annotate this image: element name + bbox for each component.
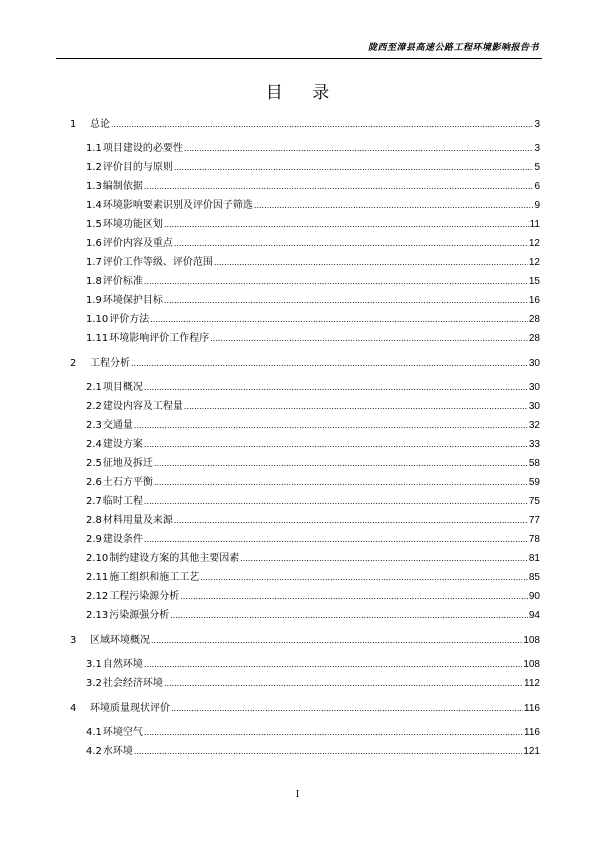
toc-entry-page: 58 [528, 458, 540, 469]
toc-dot-leader [174, 238, 528, 250]
toc-entry-label: 评价内容及重点 [102, 238, 173, 249]
toc-dot-leader [134, 420, 528, 432]
toc-entry-label: 评价标准 [102, 276, 143, 287]
toc-entry-label: 制约建设方案的其他主要因素 [109, 553, 240, 564]
toc-entry-number: 2.12 [86, 591, 109, 602]
toc-entry-number: 1.4 [86, 200, 102, 211]
toc-entry-page: 33 [528, 439, 540, 450]
toc-section-entry[interactable] [86, 591, 540, 603]
toc-section-entry[interactable] [86, 420, 540, 432]
toc-dot-leader [144, 276, 528, 288]
toc-chapter-entry[interactable] [70, 635, 540, 647]
toc-entry-label: 环境空气 [102, 727, 143, 738]
toc-entry-number: 4 [70, 703, 77, 714]
toc-section-entry[interactable] [86, 162, 540, 174]
toc-entry-number: 2.13 [86, 610, 109, 621]
toc-dot-leader [150, 314, 528, 326]
toc-entry-label: 编制依据 [102, 181, 143, 192]
toc-section-entry[interactable] [86, 727, 540, 739]
toc-section-entry[interactable] [86, 276, 540, 288]
toc-entry-number: 4.2 [86, 746, 102, 757]
toc-section-entry[interactable] [86, 314, 540, 326]
toc-entry-label: 建设方案 [102, 439, 143, 450]
toc-entry-page: 9 [534, 200, 540, 211]
toc-entry-label: 工程分析 [90, 358, 130, 369]
toc-section-entry[interactable] [86, 458, 540, 470]
toc-dot-leader [214, 257, 528, 269]
toc-entry-number: 1 [70, 119, 77, 130]
toc-section-entry[interactable] [86, 746, 540, 758]
toc-entry-label: 环境质量现状评价 [90, 703, 170, 714]
toc-dot-leader [184, 401, 528, 413]
toc-entry-number: 2.9 [86, 534, 102, 545]
toc-entry-page: 116 [524, 727, 540, 738]
toc-dot-leader [154, 477, 528, 489]
toc-dot-leader [144, 382, 528, 394]
toc-dot-leader [184, 143, 534, 155]
toc-chapter-entry[interactable] [70, 703, 540, 715]
toc-entry-page: 59 [528, 477, 540, 488]
toc-entry-page: 112 [524, 678, 540, 689]
toc-section-entry[interactable] [86, 659, 540, 671]
toc-entry-number: 1.11 [86, 333, 109, 344]
toc-entry-page: 85 [528, 572, 540, 583]
toc-entry-number: 1.9 [86, 295, 102, 306]
toc-entry-page: 30 [528, 401, 540, 412]
toc-dot-leader [134, 746, 522, 758]
toc-section-entry[interactable] [86, 257, 540, 269]
toc-section-entry[interactable] [86, 534, 540, 546]
toc-entry-page: 12 [528, 238, 540, 249]
toc-entry-label: 项目建设的必要性 [102, 143, 183, 154]
toc-dot-leader [144, 439, 528, 451]
toc-chapter-entry[interactable] [70, 358, 540, 370]
toc-dot-leader [210, 333, 528, 345]
page-title: 目 录 [265, 83, 342, 103]
toc-entry-label: 社会经济环境 [102, 678, 163, 689]
toc-entry-number: 1.8 [86, 276, 102, 287]
toc-entry-label: 总论 [90, 119, 110, 130]
toc-entry-page: 28 [528, 333, 540, 344]
toc-entry-label: 评价方法 [109, 314, 150, 325]
toc-section-entry[interactable] [86, 333, 540, 345]
toc-entry-number: 1.6 [86, 238, 102, 249]
toc-dot-leader [144, 534, 528, 546]
toc-entry-number: 2.1 [86, 382, 102, 393]
toc-dot-leader [151, 635, 522, 647]
toc-entry-page: 108 [523, 635, 540, 646]
toc-entry-number: 2.6 [86, 477, 102, 488]
toc-dot-leader [144, 727, 523, 739]
toc-dot-leader [240, 553, 528, 565]
toc-entry-page: 6 [534, 181, 540, 192]
toc-entry-page: 15 [528, 276, 540, 287]
toc-section-entry[interactable] [86, 401, 540, 413]
toc-entry-label: 项目概况 [102, 382, 143, 393]
toc-entry-page: 12 [528, 257, 540, 268]
toc-entry-label: 建设内容及工程量 [102, 401, 183, 412]
toc-dot-leader [154, 458, 528, 470]
toc-entry-page: 30 [528, 382, 540, 393]
toc-section-entry[interactable] [86, 200, 540, 212]
toc-section-entry[interactable] [86, 610, 540, 622]
toc-entry-number: 3 [70, 635, 77, 646]
toc-dot-leader [180, 591, 528, 603]
toc-dot-leader [131, 358, 528, 370]
toc-section-entry[interactable] [86, 143, 540, 155]
toc-entry-number: 2.10 [86, 553, 109, 564]
toc-entry-page: 116 [524, 703, 540, 714]
toc-entry-number: 2.3 [86, 420, 102, 431]
toc-entry-number: 1.3 [86, 181, 102, 192]
toc-dot-leader [164, 219, 529, 231]
toc-dot-leader [200, 572, 528, 584]
toc-dot-leader [171, 703, 523, 715]
toc-dot-leader [144, 181, 534, 193]
page-number: I [295, 790, 300, 800]
toc-dot-leader [111, 119, 533, 131]
toc-entry-label: 临时工程 [102, 496, 143, 507]
toc-entry-label: 环境影响评价工作程序 [109, 333, 210, 344]
toc-entry-label: 自然环境 [102, 659, 143, 670]
toc-entry-label: 区域环境概况 [90, 635, 150, 646]
toc-section-entry[interactable] [86, 678, 540, 690]
toc-entry-label: 征地及拆迁 [102, 458, 153, 469]
toc-dot-leader [144, 496, 528, 508]
toc-entry-label: 材料用量及来源 [102, 515, 173, 526]
toc-entry-label: 评价工作等级、评价范围 [102, 257, 213, 268]
toc-entry-label: 评价目的与原则 [102, 162, 173, 173]
toc-entry-label: 土石方平衡 [102, 477, 153, 488]
toc-chapter-entry[interactable] [70, 119, 540, 131]
toc-entry-number: 2.7 [86, 496, 102, 507]
toc-dot-leader [254, 200, 534, 212]
toc-section-entry[interactable] [86, 181, 540, 193]
toc-entry-page: 77 [528, 515, 540, 526]
toc-entry-page: 108 [523, 659, 540, 670]
toc-entry-number: 2.8 [86, 515, 102, 526]
toc-entry-number: 2.5 [86, 458, 102, 469]
toc-entry-page: 5 [534, 162, 540, 173]
toc-entry-number: 3.2 [86, 678, 102, 689]
toc-entry-page: 3 [534, 119, 540, 130]
toc-entry-page: 94 [528, 610, 540, 621]
toc-entry-page: 32 [528, 420, 540, 431]
toc-dot-leader [144, 659, 522, 671]
toc-entry-page: 30 [528, 358, 540, 369]
header-rule [56, 58, 542, 59]
toc-section-entry[interactable] [86, 439, 540, 451]
toc-entry-number: 1.1 [86, 143, 102, 154]
toc-entry-number: 2.2 [86, 401, 102, 412]
toc-entry-label: 环境保护目标 [102, 295, 163, 306]
toc-entry-label: 环境影响要素识别及评价因子筛选 [102, 200, 253, 211]
toc-entry-label: 污染源强分析 [109, 610, 170, 621]
toc-section-entry[interactable] [86, 219, 540, 231]
toc-entry-number: 1.2 [86, 162, 102, 173]
toc-entry-label: 交通量 [102, 420, 133, 431]
toc-section-entry[interactable] [86, 496, 540, 508]
toc-entry-page: 121 [523, 746, 540, 757]
toc-entry-page: 81 [528, 553, 540, 564]
toc-dot-leader [174, 515, 528, 527]
toc-dot-leader [174, 162, 534, 174]
toc-entry-label: 工程污染源分析 [109, 591, 180, 602]
toc-section-entry[interactable] [86, 515, 540, 527]
toc-entry-label: 施工组织和施工工艺 [109, 572, 200, 583]
toc-entry-page: 16 [528, 295, 540, 306]
toc-entry-page: 3 [534, 143, 540, 154]
toc-entry-label: 水环境 [102, 746, 133, 757]
toc-entry-label: 环境功能区划 [102, 219, 163, 230]
running-header: 陇西至漳县高速公路工程环境影响报告书 [367, 43, 539, 53]
toc-entry-number: 4.1 [86, 727, 102, 738]
toc-entry-number: 1.5 [86, 219, 102, 230]
toc-entry-number: 1.7 [86, 257, 102, 268]
toc-entry-number: 1.10 [86, 314, 109, 325]
toc-section-entry[interactable] [86, 477, 540, 489]
toc-entry-number: 2.4 [86, 439, 102, 450]
toc-entry-page: 78 [528, 534, 540, 545]
toc-entry-number: 3.1 [86, 659, 102, 670]
toc-entry-label: 建设条件 [102, 534, 143, 545]
toc-entry-page: 28 [528, 314, 540, 325]
toc-section-entry[interactable] [86, 382, 540, 394]
toc-section-entry[interactable] [86, 553, 540, 565]
toc-entry-number: 2.11 [86, 572, 109, 583]
toc-dot-leader [170, 610, 528, 622]
toc-section-entry[interactable] [86, 572, 540, 584]
toc-dot-leader [164, 295, 528, 307]
toc-section-entry[interactable] [86, 295, 540, 307]
toc-entry-page: 11 [529, 219, 540, 230]
toc-entry-page: 90 [528, 591, 540, 602]
toc-entry-number: 2 [70, 358, 77, 369]
toc-dot-leader [164, 678, 523, 690]
toc-section-entry[interactable] [86, 238, 540, 250]
toc-entry-page: 75 [528, 496, 540, 507]
